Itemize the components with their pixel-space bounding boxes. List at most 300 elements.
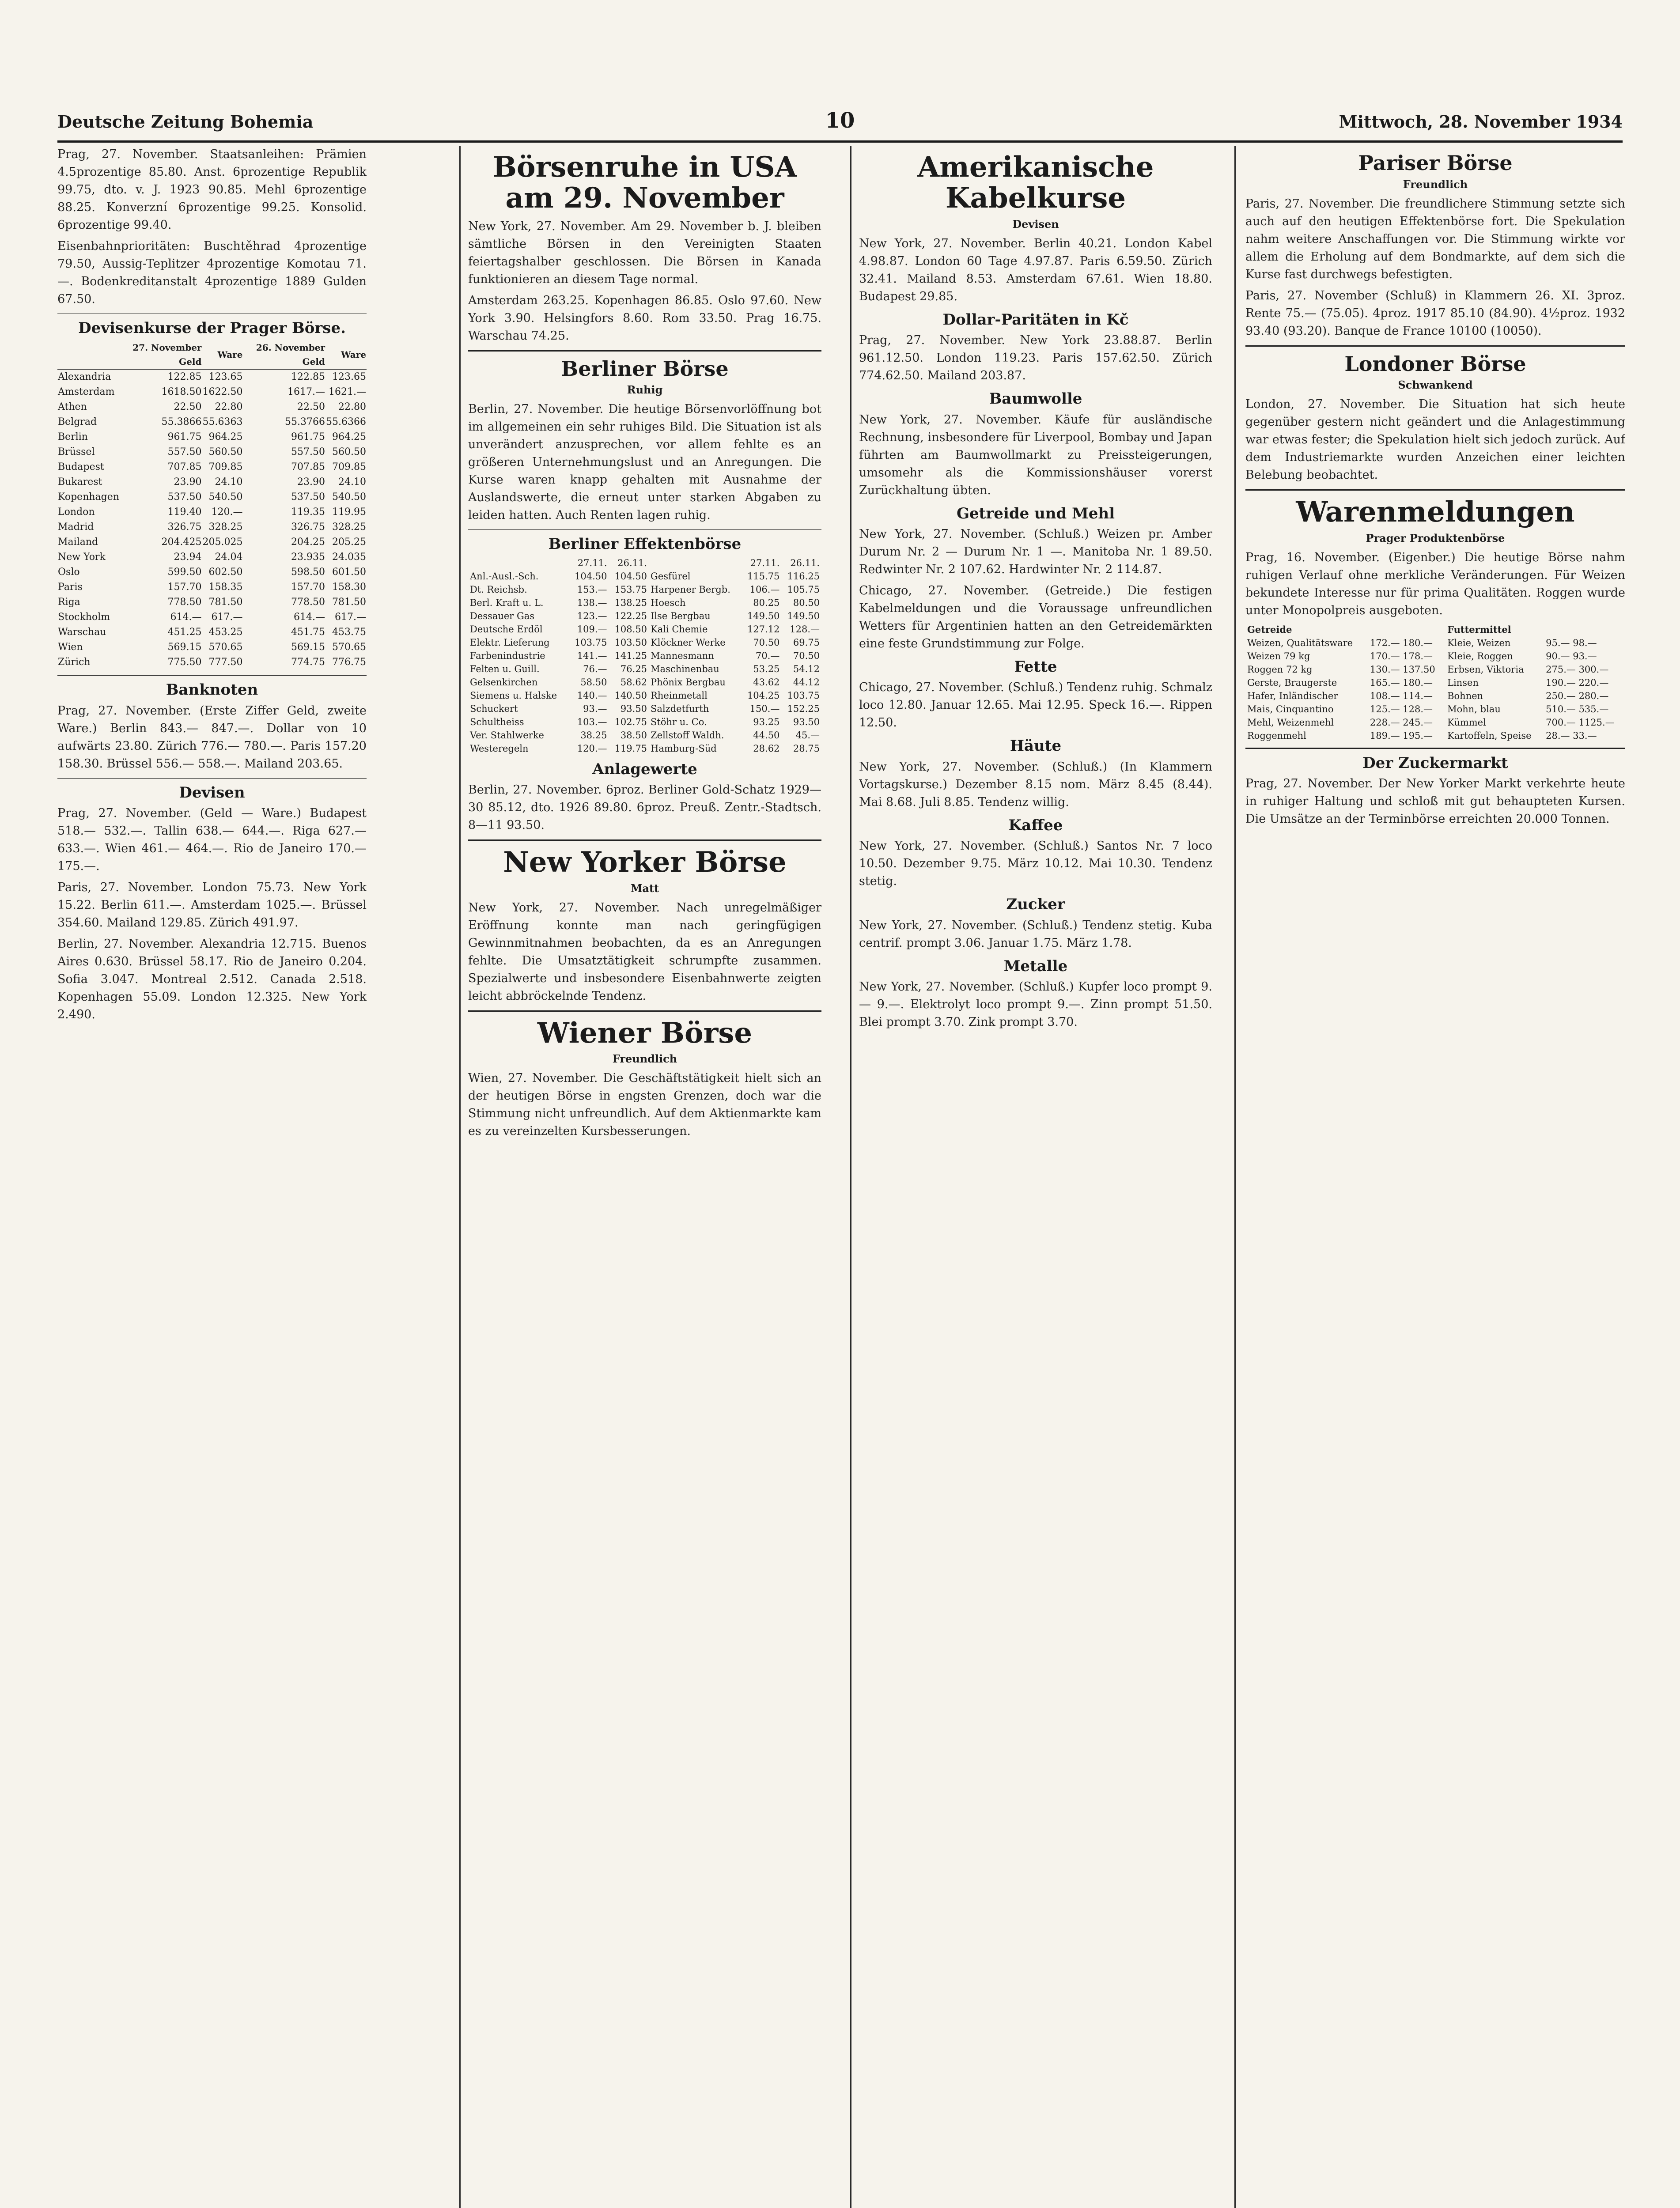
geld-26: 204.25 [291,537,325,548]
produce-col-price [1368,623,1445,636]
ware-27: 55.6363 [202,416,243,428]
ware-26: 158.30 [332,582,366,593]
geld-26: 23.935 [291,552,325,563]
share-name-2: Phönix Bergbau [651,677,726,688]
rates-row [57,490,367,505]
geld-26: 961.75 [291,431,325,443]
share-26: 122.25 [614,610,647,621]
paper-name: Deutsche Zeitung Bohemia [57,112,314,132]
divider [468,839,821,841]
devisen-heading: Devisen [179,783,245,802]
share-27-2: 53.25 [753,663,780,674]
shares-row [468,570,821,583]
share-name: Ver. Stahlwerke [470,730,544,741]
produce-col-price-2 [1544,623,1625,636]
ware-27: 777.50 [208,657,243,668]
ware-26: 119.95 [332,507,366,518]
currency-name: Mailand [58,537,98,548]
fodder-price: 90.— 93.— [1546,650,1597,662]
currency-name: London [58,507,95,518]
share-name-2: Ilse Bergbau [651,610,711,621]
share-name-2: Salzdetfurth [651,703,709,714]
ware-26: 776.75 [332,657,366,668]
ware-26: 570.65 [332,642,366,653]
shares-row [468,649,821,662]
rates-row [57,445,367,460]
currency-name: Warschau [58,627,106,638]
masthead [57,108,1623,135]
shares-row [468,689,821,702]
currency-name: New York [58,552,106,563]
fodder-name: Linsen [1447,677,1479,688]
usa-rates-text: Amsterdam 263.25. Kopenhagen 86.85. Oslo 97.60. New York 3.90. Helsingfors 8.60. Rom 33.50. Prag 16.75. Warschau 74.25. [468,293,821,343]
share-26: 138.25 [614,597,647,608]
anlagewerte-heading: Anlagewerte [592,760,697,778]
fodder-price: 700.— 1125.— [1546,717,1615,728]
share-26: 119.75 [614,743,647,754]
paris-exchange-text: Paris, 27. November. Die freundlichere Stimmung setzte sich auch auf den heutigen Effektenbörse fort. Die Spekulation nahm weitere Anschaffungen vor. Die Stimmung wirkte vor allem die Erholung auf dem Bondmarkte, auf dem sich die Kurse fast durchwegs befestigten. [1245,197,1625,281]
geld-27: 451.25 [167,627,202,638]
geld-27: 55.3866 [161,416,202,428]
currency-name: Athen [58,401,87,413]
rates-row [57,370,367,385]
paris-rates-text: Paris, 27. November (Schluß) in Klammern 26. XI. 3proz. Rente 75.— (75.05). 4proz. 1917 85.10 (84.90). 4½proz. 1932 93.40 (93.20). Banque de France 10100 (10050). [1245,288,1625,338]
ware-26: 24.035 [332,552,366,563]
currency-name: Belgrad [58,416,97,428]
share-26-2: 116.25 [787,571,820,582]
currency-name: Wien [58,642,83,653]
rates-row [57,385,367,400]
currency-name: Berlin [58,431,88,443]
devisen-berlin-text: Berlin, 27. November. Alexandria 12.715. Buenos Aires 0.630. Brüssel 58.17. Rio de Janeiro 0.204. Sofia 3.047. Montreal 2.512. Canada 2.518. Kopenhagen 55.09. London 12.325. New York 2.490. [57,937,367,1022]
rates-row [57,400,367,415]
currency-name: Zürich [58,657,91,668]
share-name: Dt. Reichsb. [470,584,527,595]
newyork-exchange-text: New York, 27. November. Nach unregelmäßiger Eröffnung konnte man nach geringfügigen Gewinnmitnahmen beobachten, da es an Anregungen fehlte. Die Umsatztätigkeit schrumpfte zusammen. Spezialwerte und insbesondere Eisenbahnwerte zeigten leicht abbröckelnde Tendenz. [468,900,821,1003]
share-26-2: 152.25 [787,703,820,714]
share-26-2: 45.— [795,730,820,741]
rates-row [57,430,367,445]
shares-col-name [468,556,569,570]
grain-price: 170.— 178.— [1370,650,1433,662]
share-27: 141.— [577,650,607,661]
berlin-exchange-heading: Berliner Börse [561,356,729,381]
divider [57,778,367,779]
ware-26: 560.50 [332,446,366,458]
shares-col-name-2 [649,556,742,570]
shares-row [468,609,821,623]
shares-row [468,676,821,689]
divider [468,350,821,352]
geld-27: 537.50 [167,492,202,503]
rates-col-ware-26: Ware [325,340,367,370]
usa-holiday-heading: Börsenruhe in USA am 29. November [492,151,797,215]
ware-27: 22.80 [215,401,243,413]
vienna-exchange-heading: Wiener Börse [537,1016,753,1050]
ware-26: 22.80 [338,401,366,413]
ware-26: 453.75 [332,627,366,638]
masthead-rule [57,140,1623,143]
fodder-name: Kleie, Roggen [1447,650,1513,662]
geld-26: 537.50 [291,492,325,503]
grain-price: 172.— 180.— [1370,637,1433,648]
grain-name: Weizen 79 kg [1247,650,1310,662]
ware-27: 205.025 [202,537,243,548]
page-number: 10 [825,108,855,133]
ware-27: 24.04 [215,552,243,563]
issue-date: Mittwoch, 28. November 1934 [1339,112,1623,132]
geld-27: 204.425 [161,537,202,548]
share-26-2: 105.75 [787,584,820,595]
share-27-2: 44.50 [753,730,780,741]
shares-row [468,702,821,715]
rates-row [57,535,367,550]
share-name-2: Zellstoff Waldh. [651,730,724,741]
rates-heading: Devisenkurse der Prager Börse. [78,319,346,337]
ware-27: 617.— [211,612,243,623]
rates-col-ware-27: Ware [202,340,243,370]
geld-26: 1617.— [288,386,325,398]
share-26-2: 103.75 [787,690,820,701]
ware-27: 540.50 [208,492,243,503]
share-name: Berl. Kraft u. L. [470,597,544,608]
share-27-2: 104.25 [747,690,780,701]
commodity-heading: Warenmeldungen [1296,495,1575,529]
share-26: 102.75 [614,716,647,727]
coffee-text: New York, 27. November. (Schluß.) Santos Nr. 7 loco 10.50. Dezember 9.75. März 10.12. Mai 10.30. Tendenz stetig. [859,839,1212,888]
hides-heading: Häute [1010,737,1062,755]
produce-col-grain: Getreide [1247,624,1292,635]
produce-row [1245,703,1625,716]
produce-header-row [1245,623,1625,636]
vienna-exchange-text: Wien, 27. November. Die Geschäftstätigkeit hielt sich an der heutigen Börse in engsten Grenzen, doch war die Stimmung nicht unfreundlich. Auf dem Aktienmarkte kam es zu vereinzelten Kursbesserungen. [468,1071,821,1138]
geld-27: 157.70 [167,582,202,593]
hides-text: New York, 27. November. (Schluß.) (In Klammern Vortagskurse.) Dezember 8.15 nom. März 8.45 (8.44). Mai 8.68. Juli 8.85. Tendenz willig. [859,760,1212,809]
currency-name: Budapest [58,461,104,473]
ware-26: 328.25 [332,522,366,533]
divider [468,529,821,530]
share-name-2: Gesfürel [651,571,691,582]
ware-27: 560.50 [208,446,243,458]
share-26: 140.50 [614,690,647,701]
geld-26: 157.70 [291,582,325,593]
geld-26: 707.85 [291,461,325,473]
share-27: 138.— [577,597,607,608]
geld-27: 707.85 [167,461,202,473]
currency-name: Riga [58,597,80,608]
share-26-2: 70.50 [793,650,820,661]
american-cable-sub: Devisen [1012,217,1059,231]
column-divider [459,146,461,2208]
geld-26: 22.50 [297,401,325,413]
ware-27: 964.25 [208,431,243,443]
divider [1245,345,1625,347]
geld-26: 122.85 [291,371,325,383]
grain-price: 108.— 114.— [1370,690,1433,701]
produce-row [1245,689,1625,703]
fodder-price: 510.— 535.— [1546,703,1609,715]
geld-27: 599.50 [167,567,202,578]
grain-name: Weizen, Qualitätsware [1247,637,1353,648]
share-name-2: Mannesmann [651,650,714,661]
metals-heading: Metalle [1003,957,1068,975]
share-27: 38.25 [580,730,607,741]
produce-row [1245,636,1625,650]
geld-27: 569.15 [167,642,202,653]
paris-exchange-heading: Pariser Börse [1358,151,1513,175]
grain-name: Mais, Cinquantino [1247,703,1334,715]
shares-col-27: 27.11. [577,557,607,568]
shares-row [468,583,821,596]
paris-exchange-mood: Freundlich [1403,178,1468,191]
railway-priorities-text: Eisenbahnprioritäten: Buschtěhrad 4prozentige 79.50, Aussig-Teplitzer 4prozentige Komotau 71.—. Bodenkreditanstalt 4prozentige 1889 Gulden 67.50. [57,239,367,306]
share-27: 76.— [583,663,607,674]
fodder-name: Mohn, blau [1447,703,1501,715]
geld-26: 557.50 [291,446,325,458]
grain-name: Roggen 72 kg [1247,664,1313,675]
geld-26: 451.75 [291,627,325,638]
grain-heading: Getreide und Mehl [956,504,1115,522]
banknoten-heading: Banknoten [166,681,258,699]
fats-text: Chicago, 27. November. (Schluß.) Tendenz ruhig. Schmalz loco 12.80. Januar 12.65. Mai 12.95. Speck 16.—. Rippen 12.50. [859,681,1212,730]
share-27: 103.75 [575,637,607,648]
anlagewerte-text: Berlin, 27. November. 6proz. Berliner Gold-Schatz 1929—30 85.12, dto. 1926 89.80. 6proz. Preuß. Zentr.-Stadtsch. 8—11 93.50. [468,783,821,832]
ware-27: 24.10 [215,476,243,488]
share-name: Elektr. Lieferung [470,637,550,648]
cotton-heading: Baumwolle [989,390,1082,408]
geld-27: 22.50 [174,401,202,413]
ware-26: 617.— [335,612,366,623]
fodder-price: 28.— 33.— [1546,730,1597,741]
ware-26: 964.25 [332,431,366,443]
share-27-2: 28.62 [753,743,780,754]
geld-26: 774.75 [291,657,325,668]
fats-heading: Fette [1014,658,1057,676]
share-name: Deutsche Erdöl [470,624,543,635]
london-exchange-text: London, 27. November. Die Situation hat sich heute gegenüber gestern nicht geändert und die Anlagestimmung war etwas fester; die Spekulation hielt sich jedoch zurück. Auf dem Industriemarkte wurden Anzeichen einer leichten Belebung beobachtet. [1245,397,1625,482]
rates-row [57,475,367,490]
rates-row [57,550,367,565]
newyork-exchange-heading: New Yorker Börse [503,846,787,879]
grain-price: 165.— 180.— [1370,677,1433,688]
fodder-price: 190.— 220.— [1546,677,1609,688]
ware-26: 205.25 [332,537,366,548]
currency-name: Paris [58,582,83,593]
shares-col-26-2: 26.11. [790,557,820,568]
ware-26: 601.50 [332,567,366,578]
currency-name: Alexandria [58,371,111,383]
fodder-price: 250.— 280.— [1546,690,1609,701]
berlin-exchange-text: Berlin, 27. November. Die heutige Börsenvorlöffnung bot im allgemeinen ein sehr ruhiges Bild. Die Situation ist als unverändert anzusprechen, vor allem fehlte es an größeren Unternehmungslust und an Anregungen. Die Kurse waren knapp gehalten mit Ausnahme der Auslandswerte, die erneut unter starken Abgaben zu leiden hatten. Auch Renten lagen ruhig. [468,402,821,522]
exchange-rates-table [57,340,367,670]
ware-27: 328.25 [208,522,243,533]
share-27-2: 70.50 [753,637,780,648]
shares-row [468,636,821,649]
column-2 [468,146,821,2208]
produce-row [1245,663,1625,676]
rates-row [57,415,367,430]
sugar-heading: Zucker [1006,896,1065,914]
london-exchange-heading: Londoner Börse [1344,352,1526,376]
ware-26: 24.10 [338,476,366,488]
ware-26: 55.6366 [326,416,366,428]
devisen-text: Prag, 27. November. (Geld — Ware.) Budapest 518.— 532.—. Tallin 638.— 644.—. Riga 627.— 633.—. Wien 461.— 464.—. Rio de Janeiro 170.— 175.—. [57,806,367,873]
column-divider [1234,146,1236,2208]
rates-col-geld-27: 27. November Geld [120,340,202,370]
share-27: 140.— [577,690,607,701]
share-name: Gelsenkirchen [470,677,538,688]
divider [57,675,367,676]
share-26-2: 80.50 [793,597,820,608]
share-27: 153.— [577,584,607,595]
currency-name: Stockholm [58,612,110,623]
geld-27: 122.85 [167,371,202,383]
geld-26: 119.35 [291,507,325,518]
share-name-2: Hamburg-Süd [651,743,717,754]
berlin-shares-table [468,556,821,755]
shares-col-27-2: 27.11. [750,557,780,568]
geld-26: 55.3766 [285,416,325,428]
share-name: Siemens u. Halske [470,690,557,701]
banknoten-text: Prag, 27. November. (Erste Ziffer Geld, zweite Ware.) Berlin 843.— 847.—. Dollar von 10 aufwärts 23.80. Zürich 776.— 780.—. Paris 157.20 158.30. Brüssel 556.— 558.—. Mailand 203.65. [57,703,367,771]
share-name: Farbenindustrie [470,650,545,661]
ware-27: 453.25 [208,627,243,638]
currency-name: Madrid [58,522,94,533]
ware-27: 781.50 [208,597,243,608]
dollar-parity-heading: Dollar-Paritäten in Kč [942,310,1129,329]
share-26: 141.25 [614,650,647,661]
share-name-2: Rheinmetall [651,690,708,701]
share-name: Westeregeln [470,743,529,754]
geld-27: 119.40 [167,507,202,518]
share-26: 108.50 [614,624,647,635]
share-27: 58.50 [580,677,607,688]
fodder-price: 95.— 98.— [1546,637,1597,648]
share-27-2: 80.25 [753,597,780,608]
share-26: 104.50 [614,571,647,582]
column-divider [850,146,851,2208]
grain-price: 125.— 128.— [1370,703,1433,715]
grain-price: 228.— 245.— [1370,717,1433,728]
shares-col-26: 26.11. [617,557,647,568]
share-name-2: Kali Chemie [651,624,708,635]
produce-row [1245,650,1625,663]
share-26-2: 69.75 [793,637,820,648]
ware-27: 1622.50 [202,386,243,398]
share-27-2: 127.12 [747,624,780,635]
share-26: 103.50 [614,637,647,648]
share-27-2: 150.— [749,703,780,714]
share-26: 76.25 [620,663,647,674]
share-27-2: 115.75 [747,571,780,582]
shares-row [468,729,821,742]
produce-prices-table [1245,623,1625,742]
rates-col-geld-26: 26. November Geld [243,340,325,370]
geld-27: 23.94 [174,552,202,563]
geld-27: 775.50 [167,657,202,668]
grain-name: Hafer, Inländischer [1247,690,1338,701]
geld-26: 569.15 [291,642,325,653]
grain-name: Mehl, Weizenmehl [1247,717,1334,728]
share-name: Schultheiss [470,716,524,727]
produce-row [1245,729,1625,742]
grain-price: 130.— 137.50 [1370,664,1435,675]
geld-26: 23.90 [297,476,325,488]
share-26: 93.50 [620,703,647,714]
share-name: Anl.-Ausl.-Sch. [470,571,539,582]
share-27-2: 106.— [749,584,780,595]
state-loans-text: Prag, 27. November. Staatsanleihen: Prämien 4.5prozentige 85.80. Anst. 6prozentige Republik 99.75, dto. v. J. 1923 90.85. Mehl 6prozentige 88.25. Konverzní 6prozentige 99.25. Konsolid. 6prozentige 99.40. [57,147,367,232]
rates-row [57,625,367,640]
ware-27: 602.50 [208,567,243,578]
ware-27: 158.35 [208,582,243,593]
produce-row [1245,716,1625,729]
geld-27: 778.50 [167,597,202,608]
grain-price: 189.— 195.— [1370,730,1433,741]
shares-header-row [468,556,821,570]
sugar-market-heading: Der Zuckermarkt [1362,754,1508,772]
geld-27: 557.50 [167,446,202,458]
share-26: 38.50 [620,730,647,741]
share-27: 93.— [583,703,607,714]
share-name-2: Klöckner Werke [651,637,726,648]
share-26-2: 28.75 [793,743,820,754]
shares-row [468,623,821,636]
prague-produce-text: Prag, 16. November. (Eigenber.) Die heutige Börse nahm ruhigen Verlauf ohne merkliche Veränderungen. Für Weizen bekundete Interesse nur für prima Qualitäten. Roggen wurde unter Monopolpreis ausgeboten. [1245,550,1625,617]
geld-27: 1618.50 [161,386,202,398]
geld-27: 961.75 [167,431,202,443]
ware-26: 540.50 [332,492,366,503]
share-26-2: 54.12 [793,663,820,674]
share-27: 103.— [577,716,607,727]
rates-row [57,565,367,580]
coffee-heading: Kaffee [1008,816,1063,834]
currency-name: Kopenhagen [58,492,119,503]
rates-row [57,505,367,520]
metals-text: New York, 27. November. (Schluß.) Kupfer loco prompt 9.— 9.—. Elektrolyt loco prompt 9.—. Zinn prompt 51.50. Blei prompt 3.70. Zink prompt 3.70. [859,979,1212,1029]
fodder-name: Kümmel [1447,717,1486,728]
share-name-2: Maschinenbau [651,663,719,674]
geld-26: 614.— [294,612,325,623]
share-26: 58.62 [620,677,647,688]
grain-chicago-text: Chicago, 27. November. (Getreide.) Die festigen Kabelmeldungen und die Voraussage unfreundlichen Wetters für Argentinien hatten an den Getreidemärkten eine feste Grundstimmung zur Folge. [859,583,1212,650]
grain-name: Roggenmehl [1247,730,1306,741]
shares-row [468,662,821,676]
london-exchange-mood: Schwankend [1398,378,1473,392]
geld-27: 614.— [170,612,202,623]
fodder-name: Kartoffeln, Speise [1447,730,1532,741]
berlin-shares-heading: Berliner Effektenbörse [548,535,742,553]
ware-26: 781.50 [332,597,366,608]
divider [1245,748,1625,749]
produce-row [1245,676,1625,689]
rates-row [57,460,367,475]
geld-27: 326.75 [167,522,202,533]
dollar-parity-text: Prag, 27. November. New York 23.88.87. Berlin 961.12.50. London 119.23. Paris 157.62.50. Zürich 774.62.50. Mailand 203.87. [859,333,1212,383]
share-name-2: Stöhr u. Co. [651,716,707,727]
share-name: Felten u. Guill. [470,663,540,674]
american-cable-heading: Amerikanische Kabelkurse [917,151,1154,215]
divider [468,1010,821,1012]
rates-row [57,580,367,595]
vienna-exchange-mood: Freundlich [612,1052,677,1065]
column-4 [1245,146,1625,2208]
shares-row [468,596,821,609]
share-27: 104.50 [575,571,607,582]
divider [1245,489,1625,491]
column-1 [57,146,367,2208]
fodder-name: Bohnen [1447,690,1483,701]
